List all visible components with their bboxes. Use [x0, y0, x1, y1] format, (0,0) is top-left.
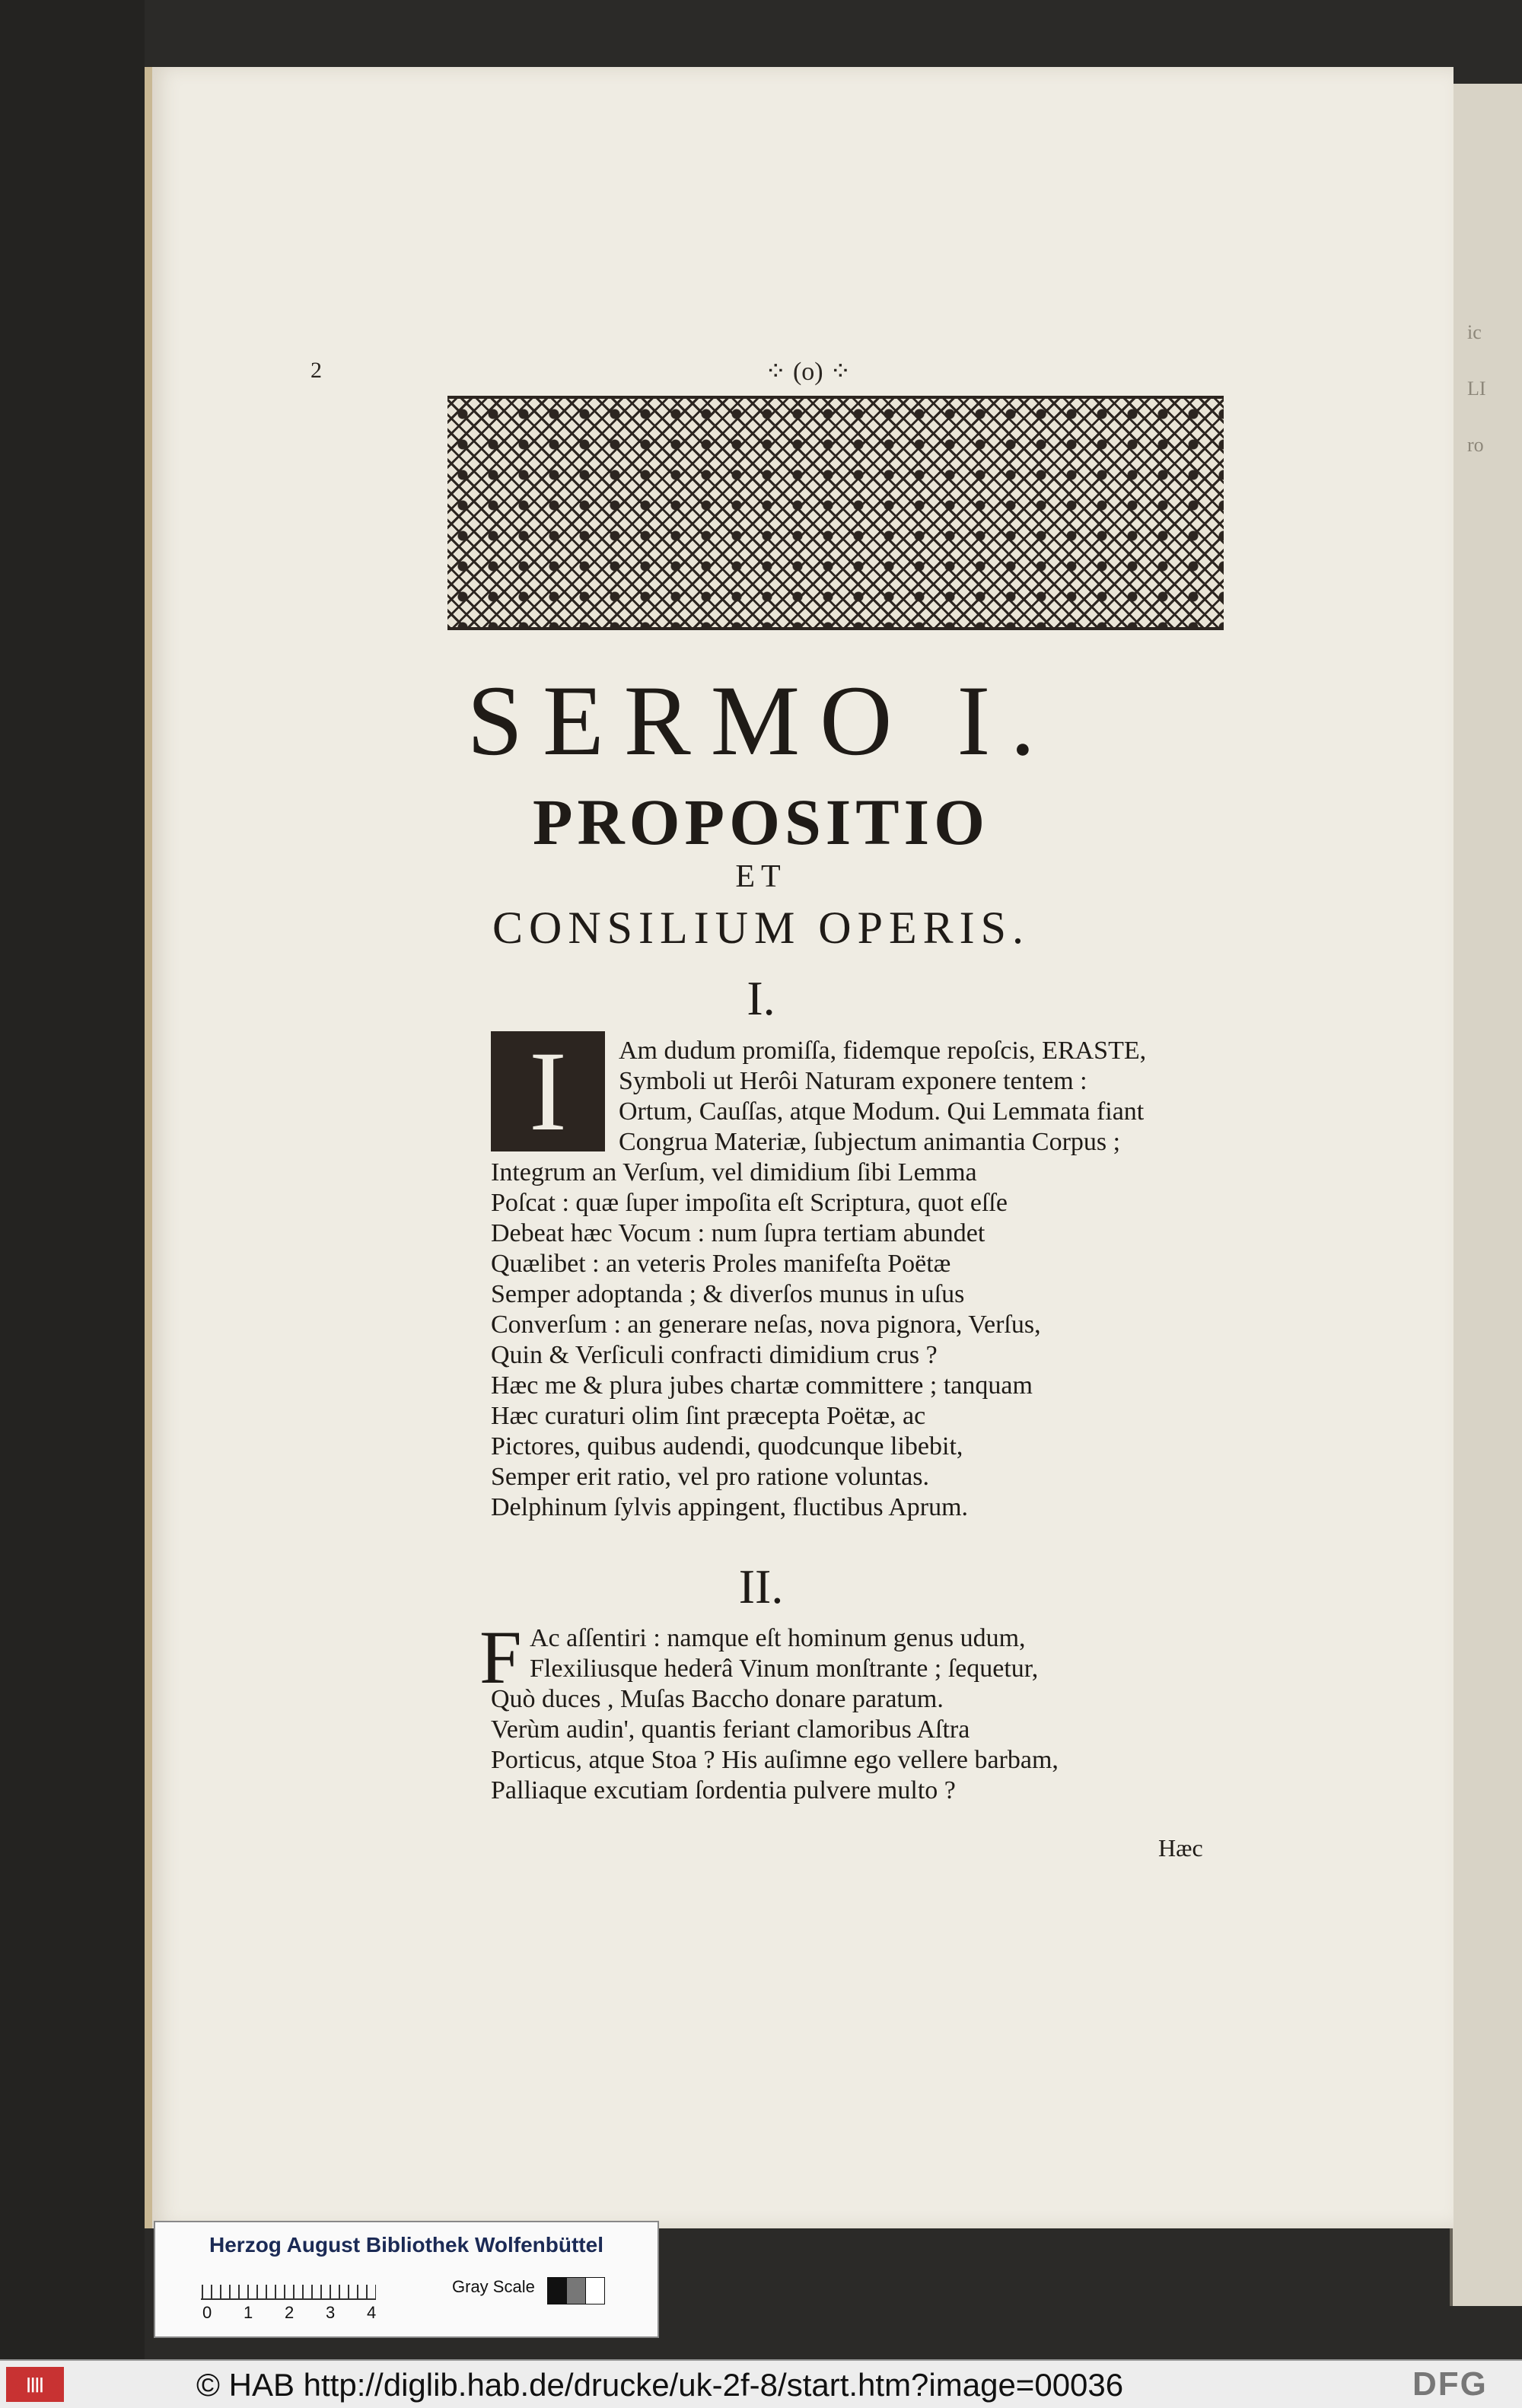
barcode-icon: |||| [6, 2367, 64, 2402]
ruler-scale [201, 2269, 376, 2300]
library-color-bar [154, 2221, 659, 2338]
verse-line: Verùm audin', quantis feriant clamoribus Aſtra [491, 1715, 970, 1744]
verse-line: Semper erit ratio, vel pro ratione voluntas. [491, 1463, 929, 1491]
verse-line: Quò duces , Muſas Baccho donare paratum. [491, 1685, 944, 1713]
title-propositio: PROPOSITIO [533, 785, 989, 858]
section-numeral: I. [747, 971, 775, 1025]
verse-line: Porticus, atque Stoa ? His auſimne ego vellere barbam, [491, 1746, 1059, 1774]
verse-line: Hæc curaturi olim ſint præcepta Poëtæ, ac [491, 1402, 926, 1430]
verse-line: Ac aſſentiri : namque eſt hominum genus udum, [530, 1624, 1026, 1652]
header-ornament: ⁘ (o) ⁘ [765, 358, 852, 386]
title-et: ET [735, 859, 787, 894]
verse-line: Am dudum promiſſa, fidemque repoſcis, ERASTE, [619, 1037, 1147, 1065]
footer-bar [0, 2359, 1522, 2408]
verse-line: Symboli ut Herôi Naturam exponere tentem : [619, 1067, 1087, 1095]
catchword: Hæc [1158, 1834, 1203, 1862]
ruler-number: 3 [326, 2303, 336, 2322]
verse-line: Poſcat : quæ ſuper impoſita eſt Scriptura, quot eſſe [491, 1189, 1008, 1217]
scan-background [0, 0, 145, 2359]
verse-line: Semper adoptanda ; & diverſos munus in uſus [491, 1280, 965, 1308]
decorated-initial: F [479, 1615, 522, 1699]
dfg-logo: DFG [1412, 2365, 1488, 2403]
title-consilium: CONSILIUM OPERIS. [492, 903, 1030, 953]
verse-line: Flexiliusque hederâ Vinum monſtrante ; ſequetur, [530, 1655, 1039, 1683]
footer-url[interactable]: © HAB http://diglib.hab.de/drucke/uk-2f-8/start.htm?image=00036 [196, 2367, 1124, 2403]
gray-swatch [585, 2277, 605, 2304]
adjacent-fragment: ro [1467, 434, 1484, 456]
verse-line: Hæc me & plura jubes chartæ committere ; tanquam [491, 1371, 1033, 1400]
ruler-number: 4 [367, 2303, 377, 2322]
verse-line: Ortum, Cauſſas, atque Modum. Qui Lemmata fiant [619, 1097, 1145, 1126]
adjacent-fragment: ic [1467, 321, 1482, 343]
section-numeral: II. [738, 1559, 784, 1613]
adjacent-fragment: LI [1467, 377, 1486, 400]
decorative-headpiece [447, 396, 1224, 630]
verse-line: Quælibet : an veteris Proles manifeſta Poëtæ [491, 1250, 951, 1278]
verse-line: Integrum an Verſum, vel dimidium ſibi Lemma [491, 1158, 977, 1186]
gray-swatch [566, 2277, 586, 2304]
verse-line: Pictores, quibus audendi, quodcunque libebit, [491, 1432, 963, 1460]
ruler-number: 1 [244, 2303, 253, 2322]
title-sermo: SERMO I. [466, 664, 1056, 776]
ruler-number: 2 [285, 2303, 295, 2322]
gray-scale-label: Gray Scale [452, 2277, 535, 2296]
decorated-initial: I [491, 1031, 605, 1151]
gray-swatch [547, 2277, 567, 2304]
verse-line: Quin & Verſiculi confracti dimidium crus ? [491, 1341, 938, 1369]
verse-line: Debeat hæc Vocum : num ſupra tertiam abundet [491, 1219, 985, 1247]
page-number: 2 [310, 358, 322, 383]
verse-line: Palliaque excutiam ſordentia pulvere multo ? [491, 1776, 956, 1804]
verse-line: Congrua Materiæ, ſubjectum animantia Corpus ; [619, 1128, 1121, 1156]
ruler-number: 0 [202, 2303, 212, 2322]
library-name: Herzog August Bibliothek Wolfenbüttel [209, 2233, 603, 2257]
verse-line: Delphinum ſylvis appingent, fluctibus Aprum. [491, 1493, 969, 1521]
verse-line: Converſum : an generare neſas, nova pignora, Verſus, [491, 1311, 1041, 1339]
